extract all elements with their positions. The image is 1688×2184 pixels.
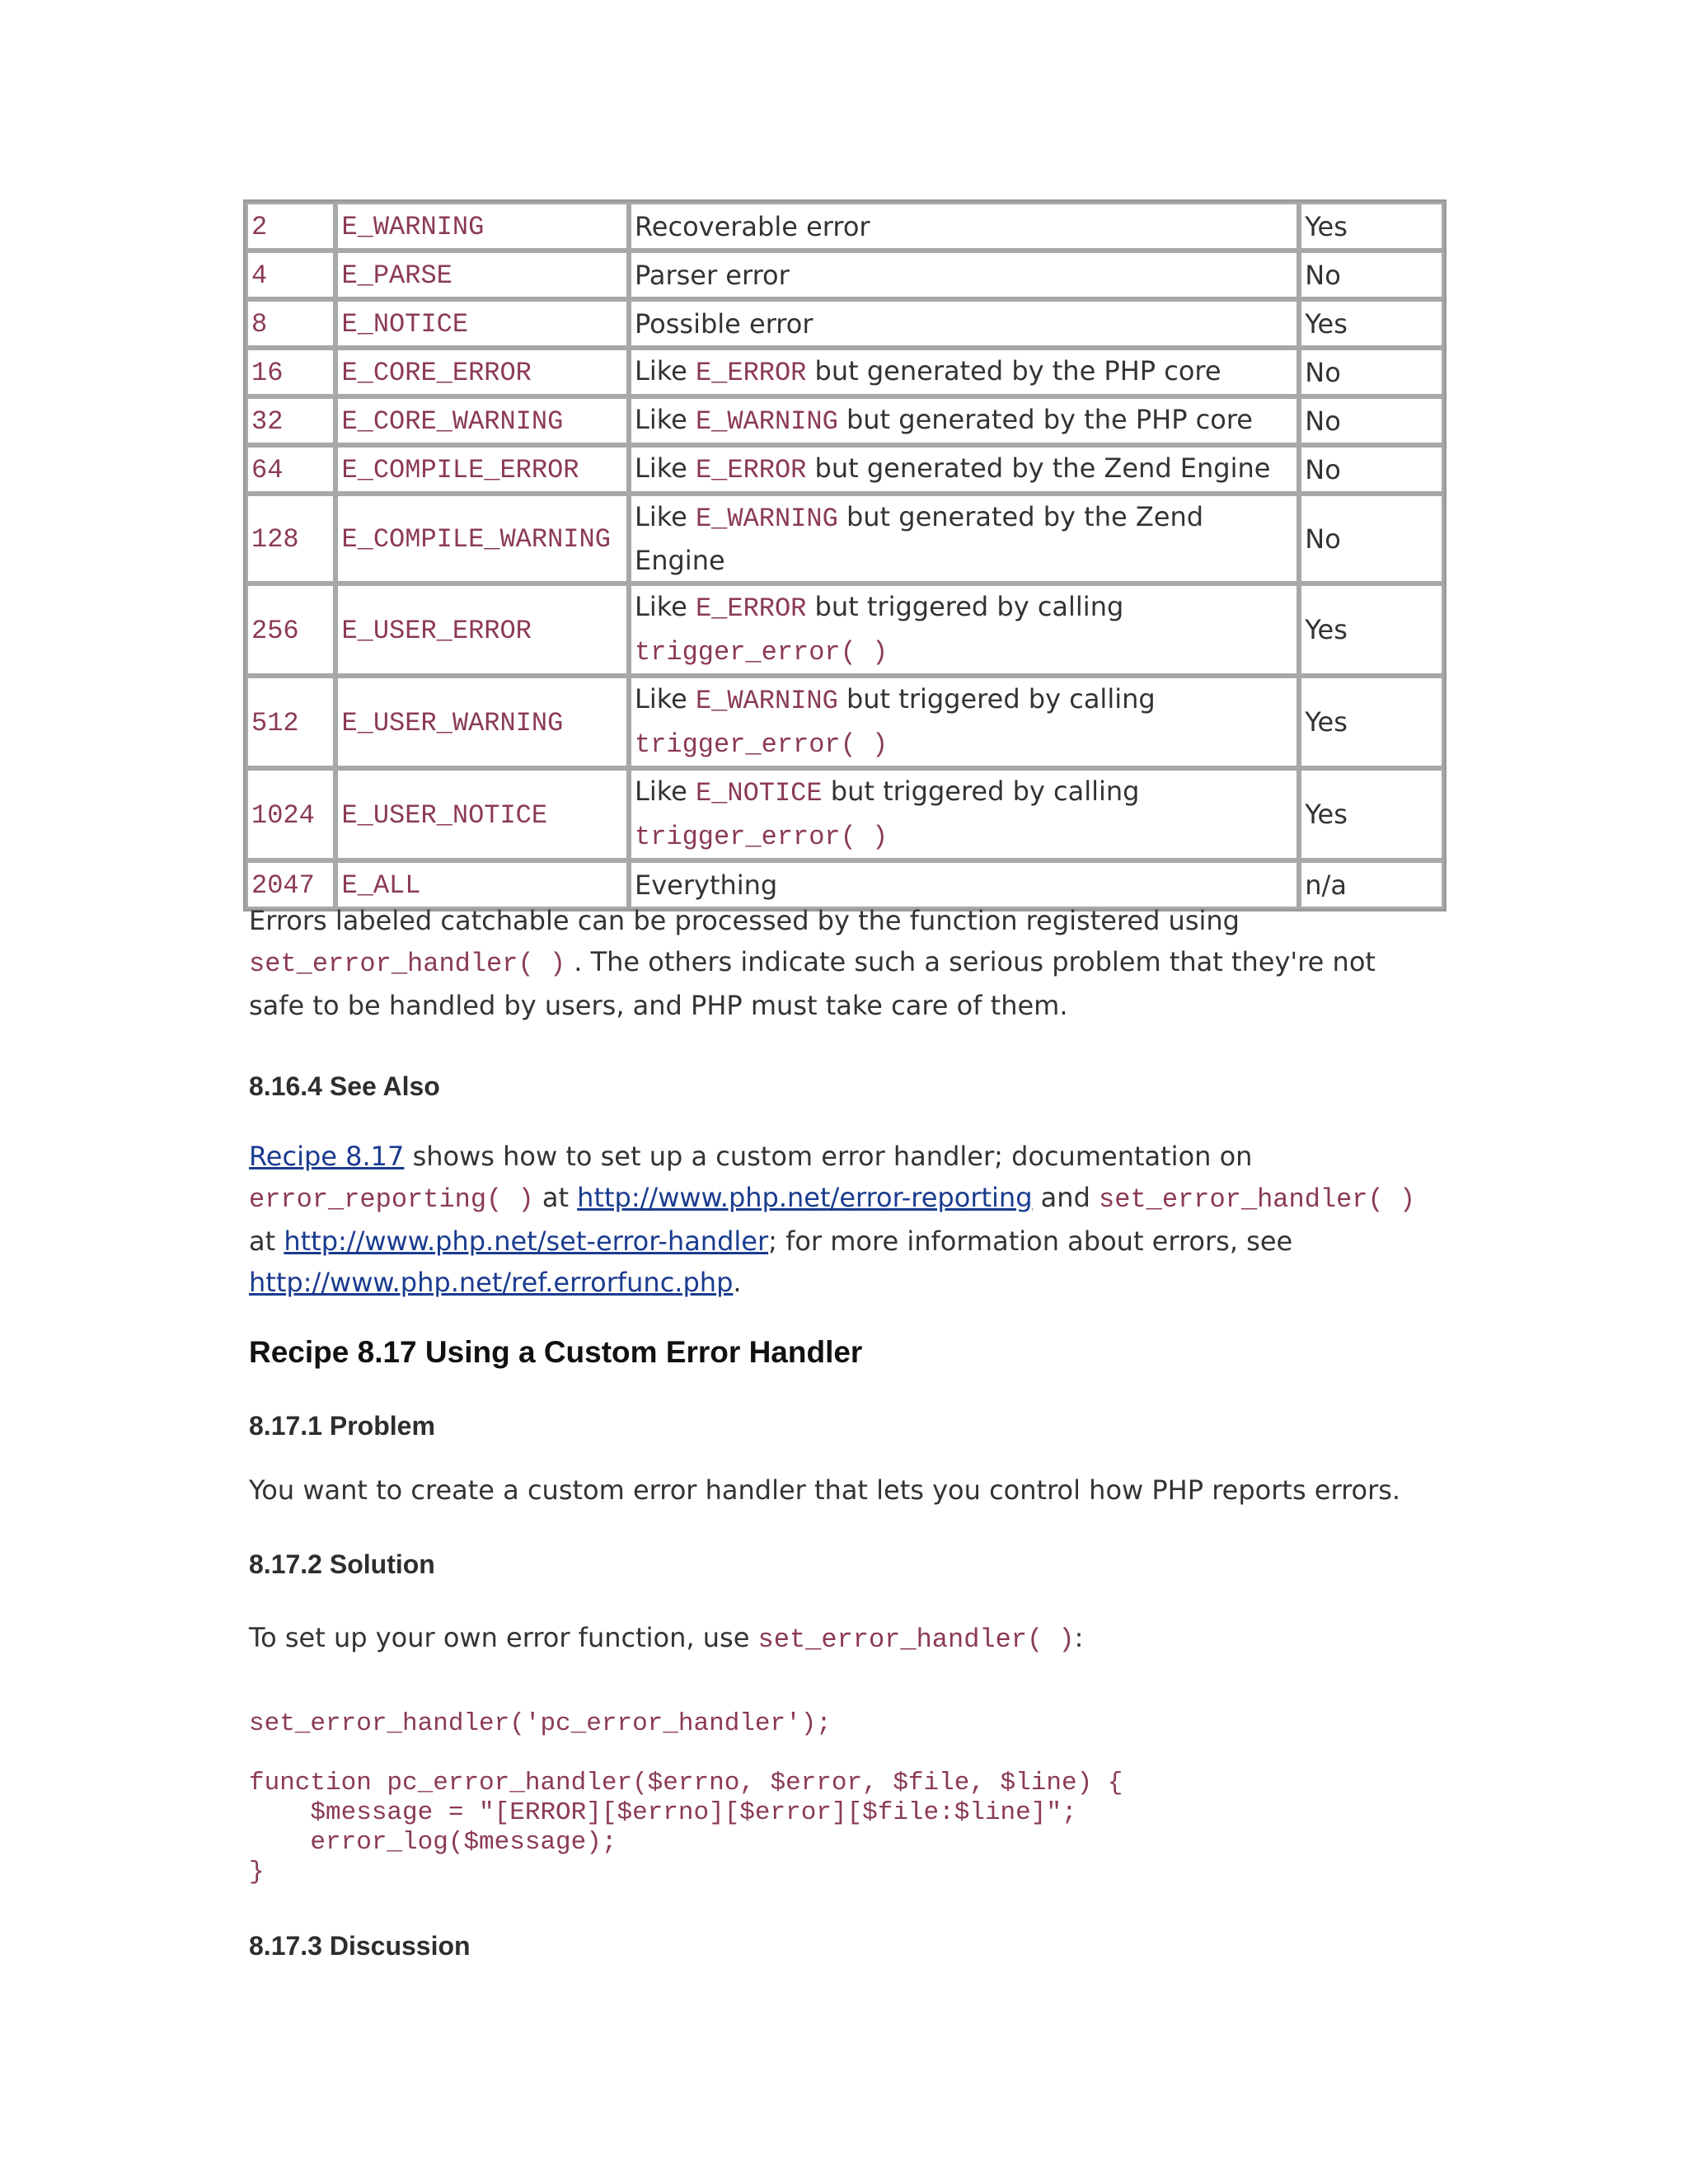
table-row xyxy=(246,299,1444,348)
error-description-cell xyxy=(629,202,1299,251)
discussion-heading: 8.17.3 Discussion xyxy=(249,1931,471,1961)
catchable-value: Yes xyxy=(1305,307,1348,340)
error-value-cell xyxy=(246,251,335,299)
error-value-cell xyxy=(246,445,335,494)
set-error-handler-link[interactable]: http://www.php.net/set-error-handler xyxy=(284,1226,769,1257)
error-name-cell xyxy=(335,583,629,676)
error-description-cell xyxy=(629,768,1299,860)
description-text: Like xyxy=(634,452,696,484)
catchable-cell xyxy=(1299,251,1444,299)
description-code: E_NOTICE xyxy=(695,778,823,808)
error-description-cell xyxy=(629,445,1299,494)
error-name-cell xyxy=(335,348,629,396)
error-description-cell xyxy=(629,494,1299,583)
catchable-cell xyxy=(1299,494,1444,583)
error-name: E_CORE_WARNING xyxy=(341,406,564,437)
catchable-value: No xyxy=(1305,523,1341,555)
catchable-cell xyxy=(1299,348,1444,396)
error-description-cell xyxy=(629,676,1299,768)
error-name-cell xyxy=(335,494,629,583)
error-levels-table xyxy=(243,199,1447,912)
error-name: E_ALL xyxy=(341,870,421,901)
description-text: but triggered by calling xyxy=(806,591,1124,622)
catchable-cell xyxy=(1299,583,1444,676)
catchable-cell xyxy=(1299,396,1444,445)
error-name: E_USER_WARNING xyxy=(341,707,564,738)
see-also-paragraph xyxy=(249,1136,1436,1303)
error-value-cell xyxy=(246,299,335,348)
solution-heading: 8.17.2 Solution xyxy=(249,1549,435,1579)
error-description-cell xyxy=(629,396,1299,445)
description-text: but generated by the Zend Engine xyxy=(634,501,1204,576)
error-name: E_CORE_ERROR xyxy=(341,358,532,388)
see-also-text-6: . xyxy=(733,1267,742,1298)
set-error-handler-code-2: set_error_handler( ) xyxy=(1099,1184,1416,1215)
error-levels-table-body xyxy=(246,202,1444,909)
error-value-cell xyxy=(246,348,335,396)
error-value: 32 xyxy=(251,406,284,437)
catchable-cell xyxy=(1299,768,1444,860)
error-description-cell xyxy=(629,251,1299,299)
description-code: trigger_error( ) xyxy=(634,637,889,668)
recipe-title: Recipe 8.17 Using a Custom Error Handler xyxy=(249,1335,863,1369)
see-also-text-2: at xyxy=(533,1182,578,1213)
error-name-cell xyxy=(335,396,629,445)
errorfunc-link[interactable]: http://www.php.net/ref.errorfunc.php xyxy=(249,1267,734,1298)
problem-text: You want to create a custom error handler that lets you control how PHP reports errors. xyxy=(249,1474,1401,1506)
description-text: but generated by the PHP core xyxy=(806,355,1221,387)
catchable-value: No xyxy=(1305,405,1341,437)
error-name: E_USER_NOTICE xyxy=(341,799,548,831)
see-also-heading: 8.16.4 See Also xyxy=(249,1071,440,1101)
error-description-cell xyxy=(629,299,1299,348)
description-text: Parser error xyxy=(634,259,790,291)
description-code: E_ERROR xyxy=(695,593,807,624)
description-text: Like xyxy=(634,591,696,622)
error-value-cell xyxy=(246,396,335,445)
table-row xyxy=(246,768,1444,860)
catchable-value: Yes xyxy=(1305,210,1348,242)
table-row xyxy=(246,251,1444,299)
error-value-cell xyxy=(246,676,335,768)
table-row xyxy=(246,202,1444,251)
table-row xyxy=(246,445,1444,494)
table-row xyxy=(246,348,1444,396)
catchable-paragraph xyxy=(249,900,1436,1026)
error-name: E_PARSE xyxy=(341,260,452,291)
error-value: 64 xyxy=(251,455,284,485)
description-code: E_WARNING xyxy=(695,406,838,437)
description-code: E_ERROR xyxy=(695,455,807,485)
catchable-value: No xyxy=(1305,259,1341,291)
catchable-value: Yes xyxy=(1305,799,1348,830)
error-value: 1024 xyxy=(251,799,315,831)
error-value: 4 xyxy=(251,260,268,291)
error-name-cell xyxy=(335,299,629,348)
catchable-text-2: . The others indicate such a serious problem that they're not safe to be handled by users, and PHP must take care of them. xyxy=(249,946,1376,1021)
error-name-cell xyxy=(335,676,629,768)
description-text: but triggered by calling xyxy=(837,683,1156,715)
description-text: but triggered by calling xyxy=(822,776,1140,807)
table-row xyxy=(246,583,1444,676)
description-text: Recoverable error xyxy=(634,210,870,242)
solution-code-inline: set_error_handler( ) xyxy=(757,1624,1075,1655)
error-value: 16 xyxy=(251,358,284,388)
error-value: 512 xyxy=(251,707,299,738)
description-text: but generated by the Zend Engine xyxy=(806,452,1271,484)
see-also-text-5: ; for more information about errors, see xyxy=(768,1226,1293,1257)
error-value: 128 xyxy=(251,524,299,555)
error-value: 256 xyxy=(251,615,299,646)
error-value-cell xyxy=(246,202,335,251)
error-name: E_NOTICE xyxy=(341,309,469,340)
error-value-cell xyxy=(246,494,335,583)
see-also-text-4: at xyxy=(249,1226,284,1257)
error-name-cell xyxy=(335,251,629,299)
set-error-handler-code: set_error_handler( ) xyxy=(249,949,566,979)
solution-text-2: : xyxy=(1074,1622,1084,1653)
catchable-cell xyxy=(1299,445,1444,494)
error-name-cell xyxy=(335,768,629,860)
problem-heading: 8.17.1 Problem xyxy=(249,1411,435,1441)
error-name: E_USER_ERROR xyxy=(341,615,532,646)
description-code: trigger_error( ) xyxy=(634,729,889,760)
description-text: Like xyxy=(634,404,696,435)
catchable-text-1: Errors labeled catchable can be processed by the function registered using xyxy=(249,905,1240,936)
error-reporting-link[interactable]: http://www.php.net/error-reporting xyxy=(577,1182,1033,1213)
description-code: trigger_error( ) xyxy=(634,822,889,852)
solution-code-block: set_error_handler('pc_error_handler'); function pc_error_handler($errno, $error, $file, $line) { $message = "[ERROR][$errno][$error][$file:$line]"; error_log($message); } xyxy=(249,1709,1123,1886)
catchable-value: Yes xyxy=(1305,614,1348,645)
table-row xyxy=(246,676,1444,768)
catchable-value: No xyxy=(1305,356,1341,388)
description-text: Everything xyxy=(634,869,778,901)
catchable-value: n/a xyxy=(1305,869,1347,901)
error-reporting-code: error_reporting( ) xyxy=(249,1184,534,1215)
description-text: Like xyxy=(634,355,696,387)
solution-paragraph xyxy=(249,1617,1436,1661)
table-row xyxy=(246,396,1444,445)
error-name: E_COMPILE_WARNING xyxy=(341,524,611,555)
error-name-cell xyxy=(335,202,629,251)
solution-text-1: To set up your own error function, use xyxy=(249,1622,758,1653)
description-code: E_WARNING xyxy=(695,504,838,534)
error-description-cell xyxy=(629,583,1299,676)
error-value-cell xyxy=(246,583,335,676)
catchable-value: Yes xyxy=(1305,706,1348,738)
error-value: 2047 xyxy=(251,870,315,901)
description-text: but generated by the PHP core xyxy=(837,404,1253,435)
error-name-cell xyxy=(335,445,629,494)
description-code: E_ERROR xyxy=(695,358,807,388)
description-text: Like xyxy=(634,776,696,807)
error-value: 8 xyxy=(251,309,268,340)
description-text: Like xyxy=(634,501,696,532)
error-name: E_WARNING xyxy=(341,212,485,242)
error-name: E_COMPILE_ERROR xyxy=(341,455,579,485)
error-value: 2 xyxy=(251,212,268,242)
see-also-text-1: shows how to set up a custom error handler; documentation on xyxy=(404,1141,1253,1172)
table-row xyxy=(246,494,1444,583)
see-also-text-3: and xyxy=(1032,1182,1100,1213)
error-description-cell xyxy=(629,348,1299,396)
catchable-cell xyxy=(1299,299,1444,348)
catchable-value: No xyxy=(1305,453,1341,485)
description-text: Like xyxy=(634,683,696,715)
description-text: Possible error xyxy=(634,307,814,340)
catchable-cell xyxy=(1299,202,1444,251)
error-value-cell xyxy=(246,768,335,860)
catchable-cell xyxy=(1299,676,1444,768)
recipe-8-17-link[interactable]: Recipe 8.17 xyxy=(249,1141,405,1172)
description-code: E_WARNING xyxy=(695,686,838,716)
